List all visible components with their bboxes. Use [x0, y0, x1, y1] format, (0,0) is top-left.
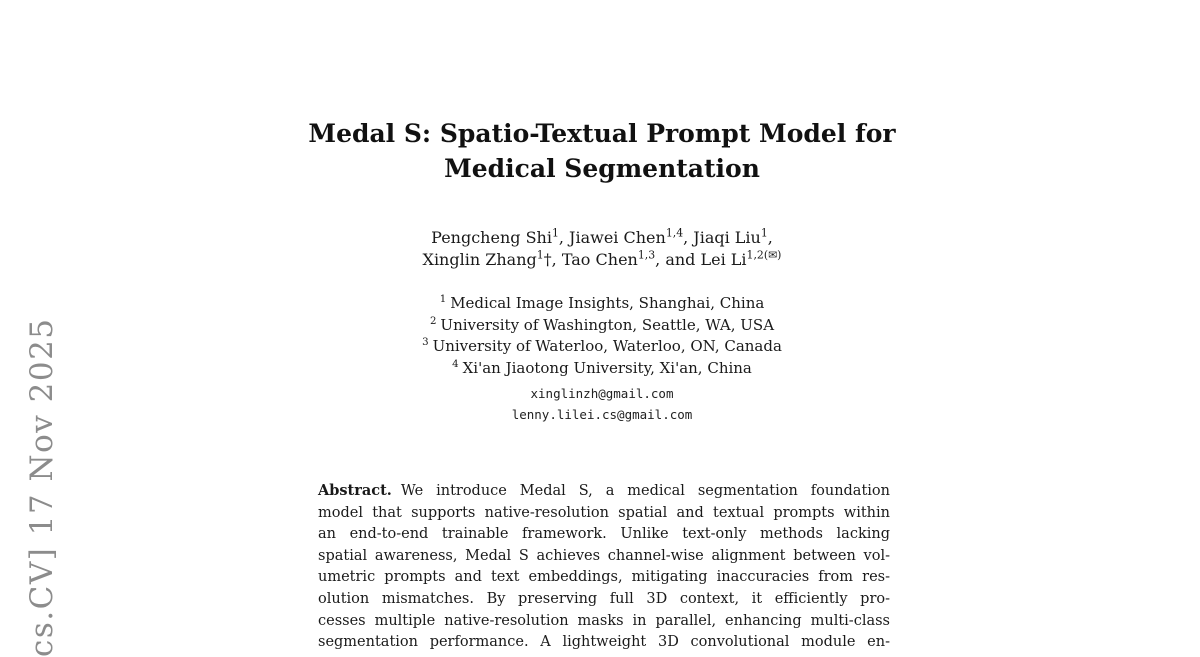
abstract-section — [318, 480, 890, 654]
author-email: xinglinzh@gmail.com — [530, 386, 674, 401]
abstract-line: model that supports native-resolution spatial and textual prompts within — [318, 504, 890, 521]
paper-title-line-1: Medal S: Spatio-Textual Prompt Model for — [308, 119, 896, 148]
abstract-line: segmentation performance. A lightweight 3D convolutional module en- — [318, 634, 890, 651]
affiliation-line — [250, 315, 954, 337]
affiliation-number: 3 — [422, 337, 429, 349]
abstract-line: spatial awareness, Medal S achieves channel-wise alignment between vol- — [318, 547, 890, 564]
arxiv-watermark: cs.CV] 17 Nov 2025 — [24, 317, 60, 657]
affiliation-list — [250, 293, 954, 380]
author-list — [250, 227, 954, 270]
affiliation-text: Xi'an Jiaotong University, Xi'an, China — [462, 359, 752, 378]
affiliation-number: 4 — [452, 359, 459, 371]
affiliation-line — [250, 293, 954, 315]
affiliation-number: 1 — [439, 294, 447, 305]
abstract-body — [318, 503, 890, 654]
abstract-first-line-text: We introduce Medal S, a medical segmentation foundation — [400, 483, 890, 499]
abstract-line: olution mismatches. By preserving full 3D context, it efficiently pro- — [318, 590, 890, 607]
abstract-line: cesses multiple native-resolution masks in parallel, enhancing multi-class — [318, 612, 890, 629]
paper-title-line-2: Medical Segmentation — [444, 154, 760, 183]
affiliation-line — [250, 358, 954, 380]
paper-title — [250, 116, 954, 186]
author-line-1: Pengcheng Shi$^1$, Jiawei Chen$^{1,4}$, Jiaqi Liu$^1$, — [431, 226, 773, 247]
abstract-line: an end-to-end trainable framework. Unlike text-only methods lacking — [318, 526, 890, 543]
abstract-heading: Abstract. — [318, 482, 392, 499]
author-line-2: Xinglin Zhang$^1$†, Tao Chen$^{1,3}$, and Lei $Li^{1,2(✉)}$ — [422, 248, 782, 269]
affiliation-text: Medical Image Insights, Shanghai, China — [450, 294, 765, 312]
email-list — [250, 383, 954, 425]
abstract-line: umetric prompts and text embeddings, mitigating inaccuracies from res- — [318, 569, 890, 586]
affiliation-line — [250, 336, 954, 358]
abstract-first-line — [318, 480, 890, 503]
affiliation-text: University of Waterloo, Waterloo, ON, Canada — [432, 337, 782, 356]
author-email: lenny.lilei.cs@gmail.com — [511, 407, 693, 422]
affiliation-text: University of Washington, Seattle, WA, USA — [440, 315, 775, 334]
affiliation-number: 2 — [429, 315, 437, 327]
